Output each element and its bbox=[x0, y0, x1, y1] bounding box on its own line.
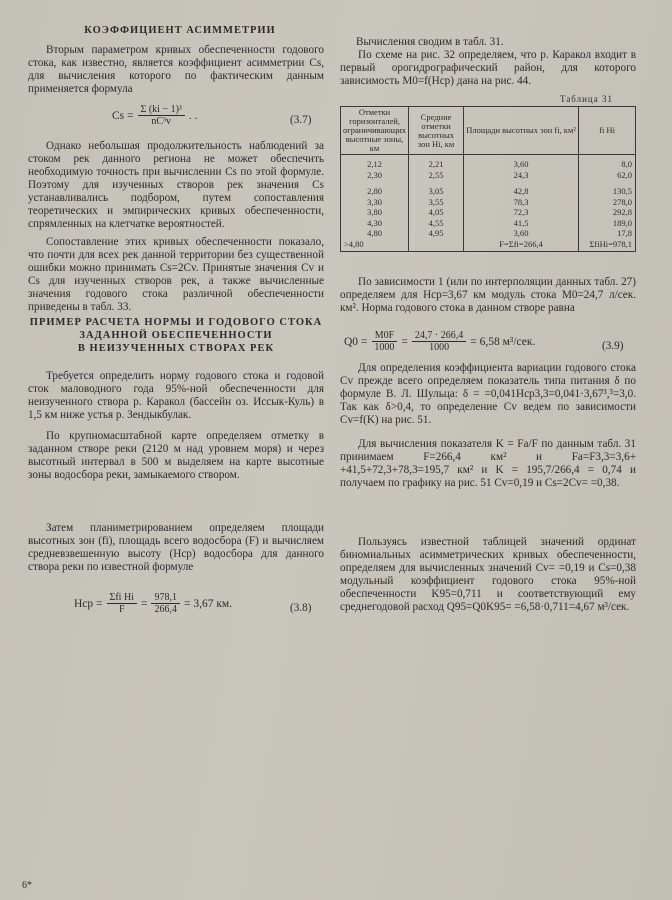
table-cell: 4,80 bbox=[341, 228, 409, 239]
table-cell: 3,30 bbox=[341, 197, 409, 208]
table-row bbox=[341, 197, 636, 208]
table-cell: 41,5 bbox=[464, 218, 579, 229]
formula-hcp-lhs: Hср = bbox=[74, 597, 103, 610]
paragraph-observation-limits: Однако небольшая продолжительность наблюдений за стоком рек данного региона не может обеспечить необходимую точность при вычислении Cs по этой формуле. Поэтому для изученных створов рек значения Cs устанавливались подбором, путем сопоставления теоретических и эмпирических кривых обеспеченности, спрямленных на клетчатке вероятностей. bbox=[28, 140, 324, 230]
table-cell: 130,5 bbox=[579, 180, 636, 197]
table-cell bbox=[409, 239, 464, 252]
table-cell: 3,60 bbox=[464, 155, 579, 170]
table-cell: F=Σfi=266,4 bbox=[464, 239, 579, 252]
heading-example-line1: ПРИМЕР РАСЧЕТА НОРМЫ И ГОДОВОГО СТОКА bbox=[29, 317, 323, 328]
table-cell: 4,95 bbox=[409, 228, 464, 239]
formula-q0-denominator1: 1000 bbox=[374, 342, 395, 353]
table-cell: >4,80 bbox=[341, 239, 409, 252]
table-cell: 2,12 bbox=[341, 155, 409, 170]
formula-q0-denominator2: 1000 bbox=[429, 342, 450, 353]
formula-cs bbox=[112, 104, 198, 127]
table-row bbox=[341, 155, 636, 170]
equation-number-3-8: (3.8) bbox=[290, 602, 312, 614]
paragraph-variation-coefficient: Для определения коэффициента вариации годового стока Cv прежде всего определяем показатель типа питания δ по формуле В. Л. Шульца: δ = =0,041Hср3,3=0,041·3,67³,³=3,0. Так как δ>0,4, то определение Cv ведем по зависимости Cv=f(K) на рис. 51. bbox=[340, 362, 636, 426]
table-31 bbox=[340, 106, 636, 252]
paragraph-calc-table-ref: Вычисления сводим в табл. 31. bbox=[356, 36, 504, 48]
table-header-row bbox=[341, 107, 636, 155]
formula-cs-lhs: Cs = bbox=[112, 109, 134, 122]
table-row bbox=[341, 239, 636, 252]
table-row bbox=[341, 218, 636, 229]
formula-cs-tail: . . bbox=[188, 109, 198, 122]
table-header-fi-hi: fi Hi bbox=[579, 107, 636, 155]
table-cell: 42,8 bbox=[464, 180, 579, 197]
table-cell: 4,30 bbox=[341, 218, 409, 229]
table-cell: 3,05 bbox=[409, 180, 464, 197]
equation-number-3-9: (3.9) bbox=[602, 340, 624, 352]
formula-hcp-numerator1: Σfi Hi bbox=[107, 592, 137, 604]
page-number: 6* bbox=[22, 880, 32, 891]
table-cell: 17,8 bbox=[579, 228, 636, 239]
formula-hcp-denominator2: 266,4 bbox=[154, 604, 177, 615]
table-row bbox=[341, 170, 636, 181]
paragraph-binomial-curves: Пользуясь известной таблицей значений ординат биномиальных асимметрических кривых обеспеченности, определяем для вычисленных значений Cv= =0,19 и Cs=0,38 модульный коэффициент годового стока 95%-ной обеспеченности K95=0,711 и соответствующий ему среднегодовой расход Q95=Q0K95= =6,58·0,711=4,67 м³/сек. bbox=[340, 536, 636, 613]
table-cell: 3,60 bbox=[464, 228, 579, 239]
table-cell: 62,0 bbox=[579, 170, 636, 181]
formula-q0-fraction1 bbox=[371, 330, 397, 353]
table-31-title: Таблица 31 bbox=[560, 94, 613, 104]
heading-example-line3: В НЕИЗУЧЕННЫХ СТВОРАХ РЕК bbox=[77, 343, 275, 354]
formula-hcp-numerator2: 978,1 bbox=[151, 592, 180, 604]
paragraph-curves-comparison: Сопоставление этих кривых обеспеченности показало, что почти для всех рек данной территории без существенной ошибки можно принимать Cs=2Cv. Принятые значения Cv и Cs для изученных створов рек, а также вычисленные значения годового стока различной обеспеченности приведены в табл. 33. bbox=[28, 236, 324, 313]
paragraph-region-scheme: По схеме на рис. 32 определяем, что р. Каракол входит в первый орогидрографический район, для которого зависимость M0=f(Hср) дана на рис. 44. bbox=[340, 49, 636, 87]
formula-cs-denominator: nC³v bbox=[151, 116, 172, 127]
table-header-zone-area: Площади высотных зон fi, км² bbox=[464, 107, 579, 155]
table-cell: 189,0 bbox=[579, 218, 636, 229]
table-cell: 278,0 bbox=[579, 197, 636, 208]
table-cell: 3,80 bbox=[341, 207, 409, 218]
table-cell: ΣfiHi=978,1 bbox=[579, 239, 636, 252]
table-row bbox=[341, 207, 636, 218]
table-31-grid bbox=[340, 106, 636, 252]
formula-hcp-denominator1: F bbox=[118, 604, 125, 615]
table-cell: 2,21 bbox=[409, 155, 464, 170]
paragraph-map-elevation: По крупномасштабной карте определяем отметку в заданном створе реки (2120 м над уровнем моря) и через высотный интервал в 500 м выделяем на карте высотные зоны водосбора реки, замыкаемого створом. bbox=[28, 430, 324, 481]
table-cell: 4,55 bbox=[409, 218, 464, 229]
paragraph-task: Требуется определить норму годового стока и годовой сток маловодного года 95%-ной обеспеченности для неизученного створа р. Каракол (бассейн оз. Иссык-Куль) в 1,5 км ниже устья р. Зендыкбулак. bbox=[28, 370, 324, 421]
formula-hcp-fraction2 bbox=[151, 592, 180, 615]
table-cell: 78,3 bbox=[464, 197, 579, 208]
table-header-elevation-bounds: Отметки горизонталей, ограничивающих высотные зоны, км bbox=[341, 107, 409, 155]
paragraph-asymmetry-intro: Вторым параметром кривых обеспеченности годового стока, как известно, является коэффициент асимметрии Cs, для вычисления которого по фактическим данным применяется формула bbox=[28, 44, 324, 95]
table-cell: 2,80 bbox=[341, 180, 409, 197]
table-cell: 24,3 bbox=[464, 170, 579, 181]
table-cell: 2,30 bbox=[341, 170, 409, 181]
table-cell: 292,8 bbox=[579, 207, 636, 218]
paragraph-flow-modulus: По зависимости 1 (или по интерполяции данных табл. 27) определяем для Hср=3,67 км модуль стока M0=24,7 л/сек. км². Норма годового стока в данном створе равна bbox=[340, 276, 636, 314]
formula-q0-fraction2 bbox=[412, 330, 466, 353]
equation-number-3-7: (3.7) bbox=[290, 114, 312, 126]
paragraph-k-parameter: Для вычисления показателя K = Fa/F по данным табл. 31 принимаем F=266,4 км² и Fa=F3,3=3,6+ +41,5+72,3+78,3=195,7 км² и K = 195,7/266,4 = 0,74 и получаем по графику на рис. 51 Cv=0,19 и Cs=2Cv= =0,38. bbox=[340, 438, 636, 489]
formula-q0-lhs: Q0 = bbox=[344, 335, 368, 348]
formula-q0 bbox=[344, 330, 535, 353]
table-cell: 3,55 bbox=[409, 197, 464, 208]
table-cell: 8,0 bbox=[579, 155, 636, 170]
table-cell: 72,3 bbox=[464, 207, 579, 218]
formula-q0-equals: = bbox=[401, 335, 408, 348]
section-heading-asymmetry: КОЭФФИЦИЕНТ АСИММЕТРИИ bbox=[84, 25, 276, 36]
formula-cs-fraction bbox=[138, 104, 185, 127]
table-cell: 4,05 bbox=[409, 207, 464, 218]
formula-q0-numerator1: M0F bbox=[372, 330, 397, 342]
formula-q0-numerator2: 24,7 · 266,4 bbox=[412, 330, 466, 342]
table-row bbox=[341, 228, 636, 239]
formula-hcp-equals: = bbox=[140, 597, 148, 610]
paragraph-planimetry: Затем планиметрированием определяем площади высотных зон (fi), площадь всего водосбора (F) и вычисляем средневзвешенную высоту (Hср) водосбора для данного створа реки по известной формуле bbox=[28, 522, 324, 573]
formula-hcp-fraction1 bbox=[107, 592, 137, 615]
table-header-mean-elevation: Средние отметки высотных зон Hi, км bbox=[409, 107, 464, 155]
heading-example-line2: ЗАДАННОЙ ОБЕСПЕЧЕННОСТИ bbox=[79, 330, 273, 341]
table-cell: 2,55 bbox=[409, 170, 464, 181]
table-row bbox=[341, 180, 636, 197]
formula-q0-result: = 6,58 м³/сек. bbox=[470, 335, 536, 348]
formula-hcp bbox=[74, 592, 232, 615]
section-heading-example bbox=[28, 316, 324, 355]
formula-cs-numerator: Σ (ki − 1)³ bbox=[138, 104, 185, 116]
formula-hcp-result: = 3,67 км. bbox=[183, 597, 233, 610]
